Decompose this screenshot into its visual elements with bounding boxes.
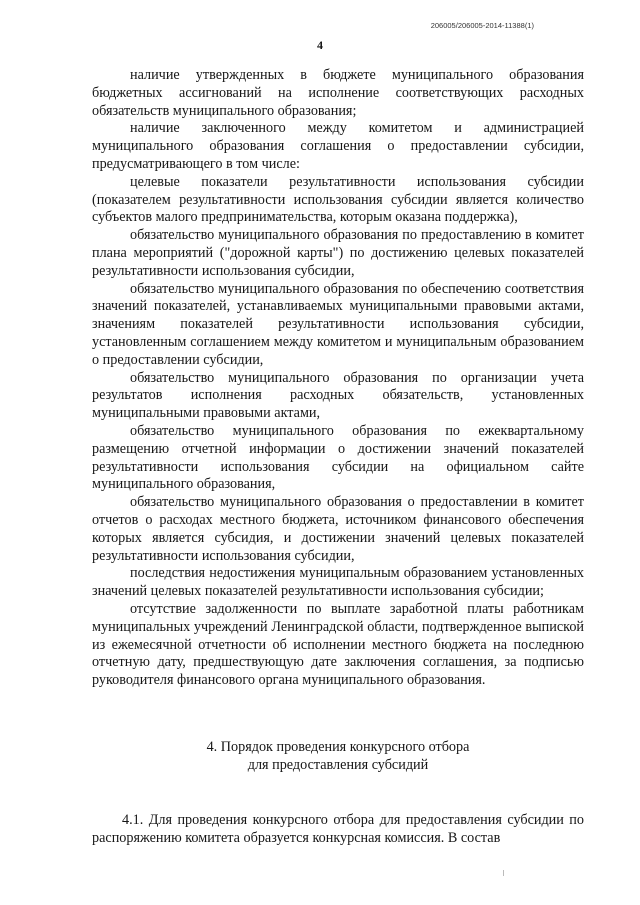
paragraph: 4.1. Для проведения конкурсного отбора для предоставления субсидии по распоряжению комитета образуется конкурсная комиссия. В состав <box>92 812 584 846</box>
section-heading <box>92 739 584 775</box>
paragraph: обязательство муниципального образования по организации учета результатов исполнения расходных обязательств, установленных муниципальными правовыми актами, <box>92 369 584 422</box>
paragraph: наличие утвержденных в бюджете муниципального образования бюджетных ассигнований на исполнение соответствующих расходных обязательств муниципального образования; <box>92 67 584 119</box>
paragraph: отсутствие задолженности по выплате заработной платы работникам муниципальных учреждений Ленинградской области, подтвержденное выпиской из ежемесячной отчетности об исполнении местного бюджета на последнюю отчетную дату, предшествующую дате заключения соглашения, за подписью руководителя финансового органа муниципального образования. <box>92 600 584 689</box>
section-body <box>92 812 584 848</box>
document-id: 206005/206005-2014-11388(1) <box>430 21 534 30</box>
page-number: 4 <box>317 38 323 52</box>
paragraph: обязательство муниципального образования по предоставлению в комитет плана мероприятий ("дорожной карты") по достижению целевых показателей результативности использования субсидии, <box>92 227 584 279</box>
paragraph: целевые показатели результативности использования субсидии (показателем результативности использования субсидии является количество субъектов малого предпринимательства, которым оказана поддержка), <box>92 173 584 226</box>
section-heading-line: для предоставления субсидий <box>247 756 429 773</box>
paragraph: наличие заключенного между комитетом и администрацией муниципального образования соглашения о предоставлении субсидии, предусматривающего в том числе: <box>92 120 584 172</box>
paragraph: обязательство муниципального образования по ежеквартальному размещению отчетной информации о достижении значений показателей результативности использования субсидии на официальном сайте муниципального образования, <box>92 422 584 493</box>
paragraph: обязательство муниципального образования по обеспечению соответствия значений показателей, устанавливаемых муниципальными правовыми актами, значениям показателей результативности использования субсидии, установленным соглашением между комитетом и муниципальным образованием о предоставлении субсидии, <box>92 280 584 368</box>
body-text <box>92 67 584 690</box>
paragraph: обязательство муниципального образования о предоставлении в комитет отчетов о расходах местного бюджета, источником финансового обеспечения которых является субсидия, и достижении значений целевых показателей результативности использования субсидии, <box>92 494 584 564</box>
paragraph: последствия недостижения муниципальным образованием установленных значений целевых показателей результативности использования субсидии; <box>92 565 584 600</box>
section-heading-line: 4. Порядок проведения конкурсного отбора <box>206 739 470 755</box>
scan-speck <box>503 870 504 876</box>
